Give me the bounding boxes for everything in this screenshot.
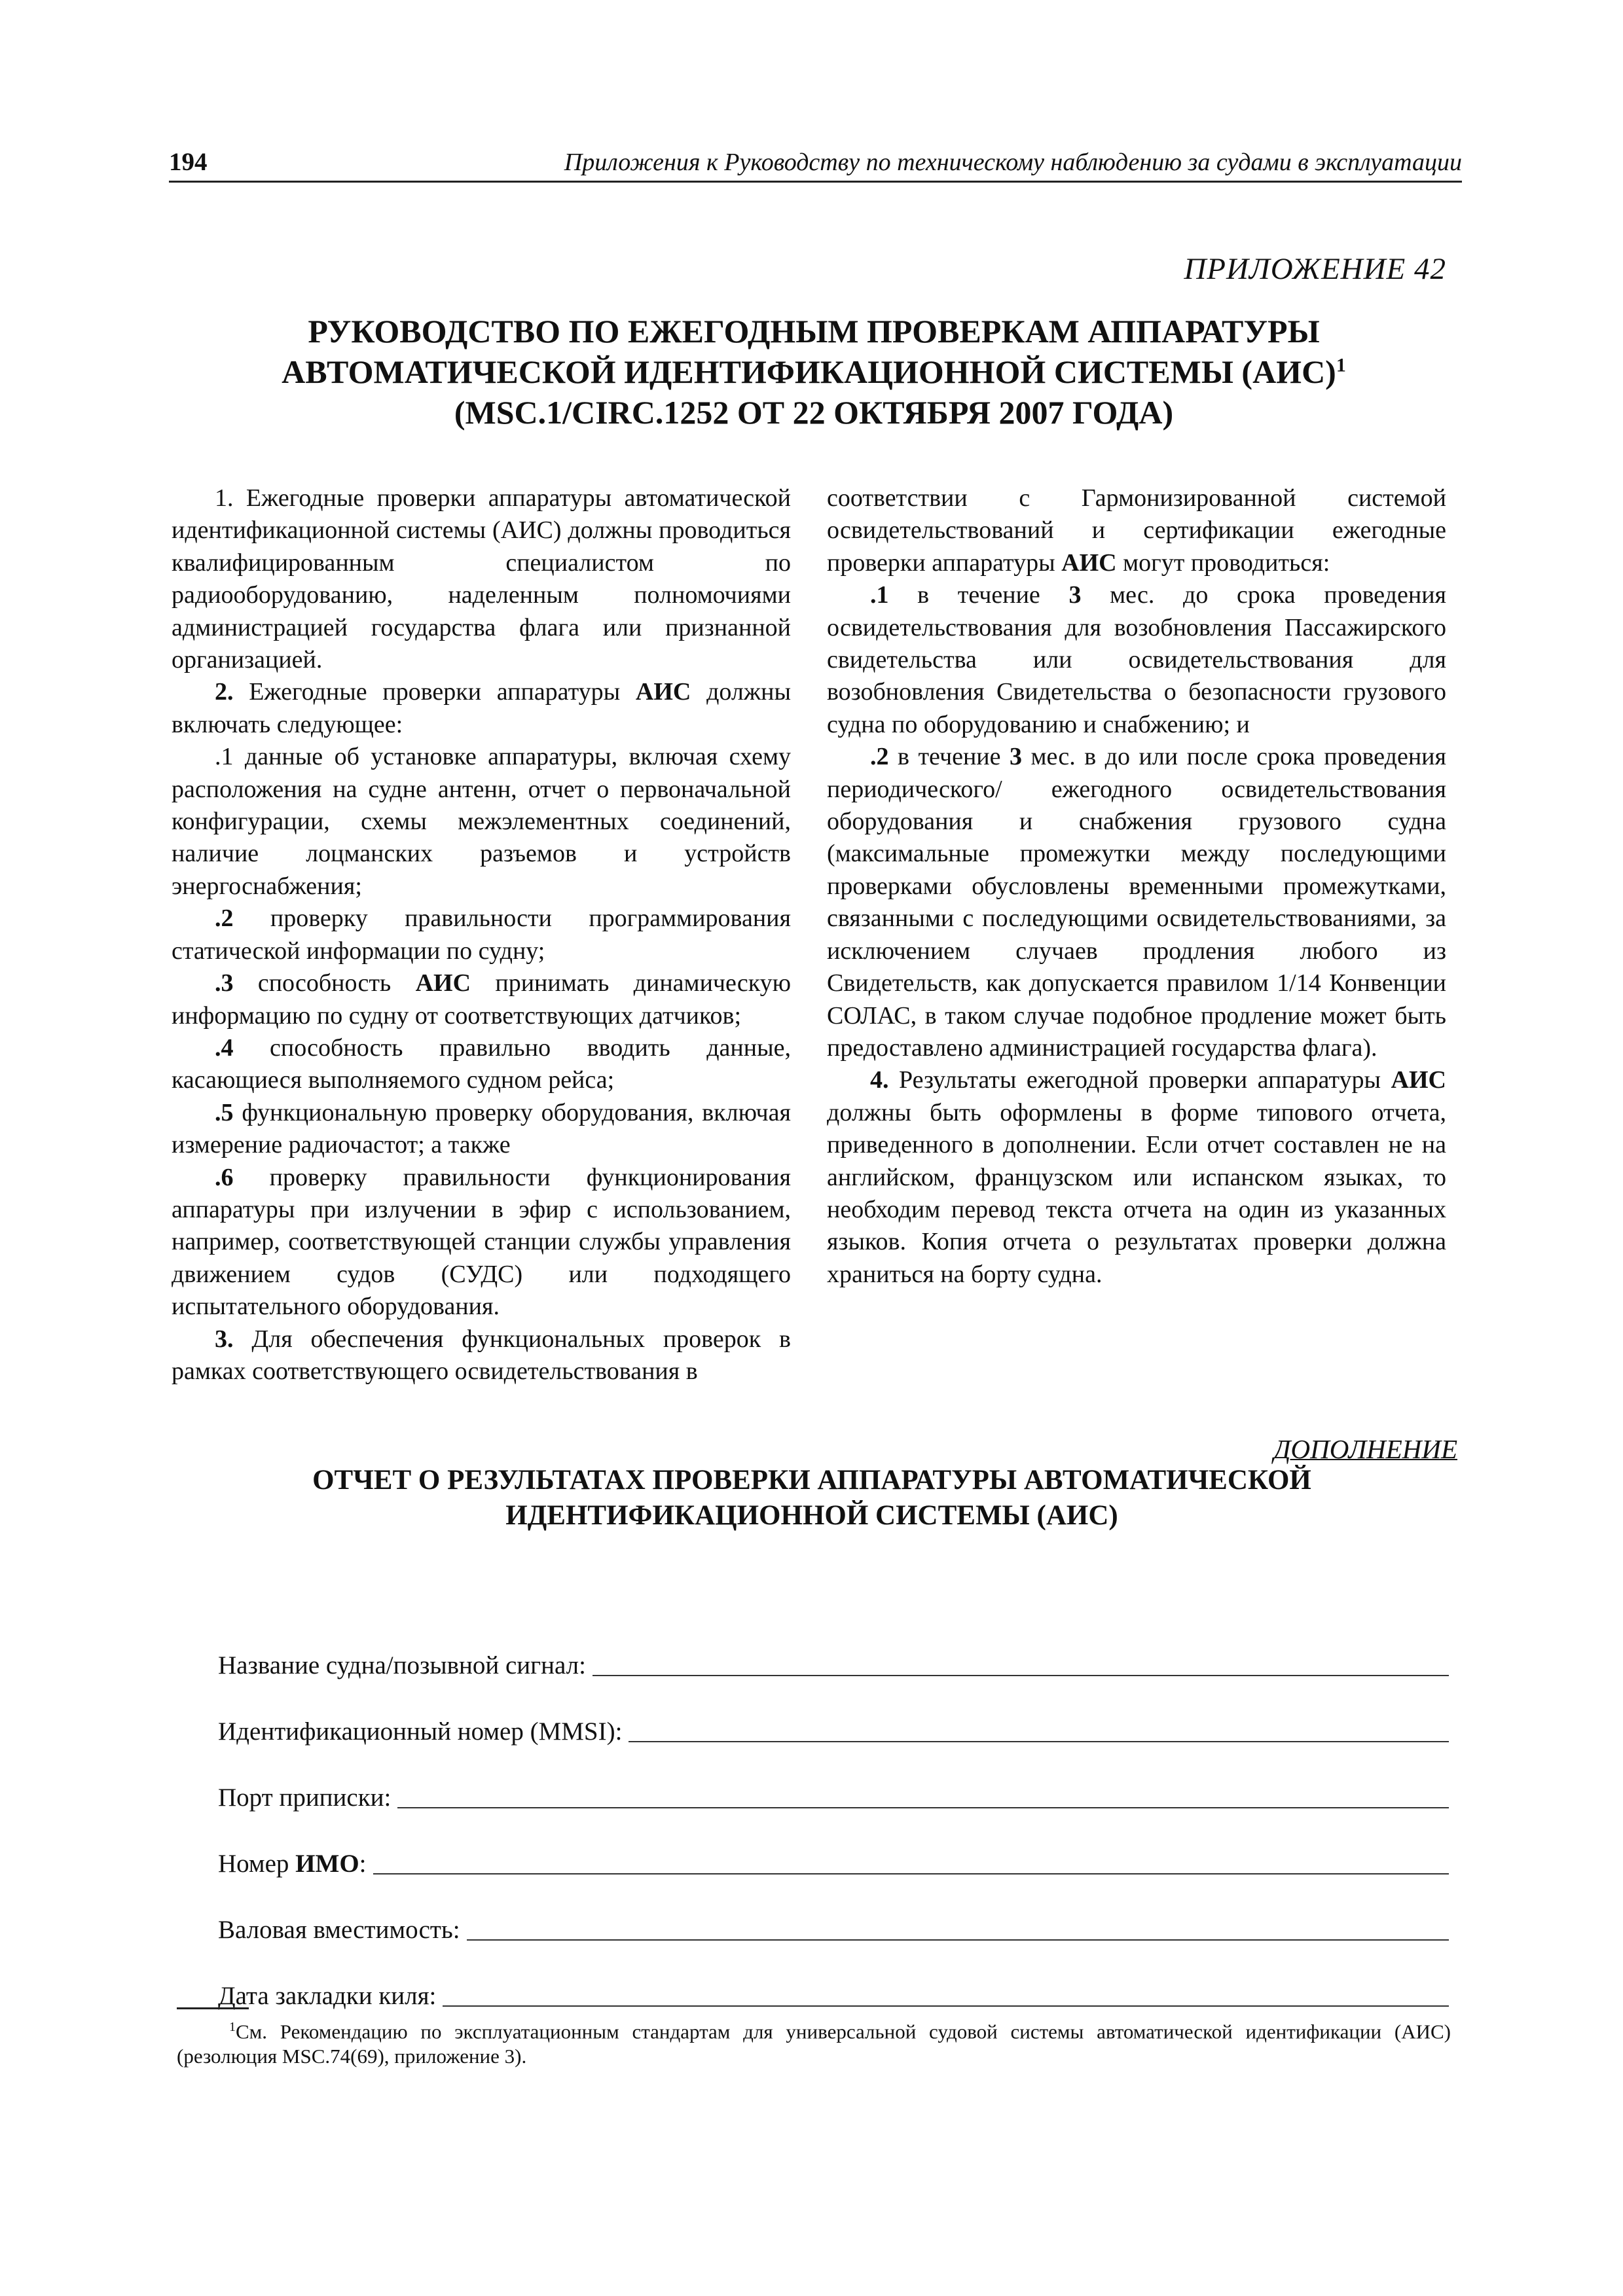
port-field[interactable] (397, 1806, 1449, 1808)
vessel-name-label: Название судна/позывной сигнал: (218, 1651, 586, 1679)
title-line-3: (MSC.1/CIRC.1252 ОТ 22 ОКТЯБРЯ 2007 ГОДА) (454, 394, 1174, 431)
body-column-right (827, 482, 1446, 1291)
tonnage-label: Валовая вместимость: (218, 1916, 460, 1944)
title-line-1: РУКОВОДСТВО ПО ЕЖЕГОДНЫМ ПРОВЕРКАМ АППАРАТУРЫ (308, 313, 1320, 350)
imo-field[interactable] (373, 1873, 1450, 1874)
list-item-5: .5 функциональную проверку оборудования, включая измерение радиочастот; а также (172, 1098, 791, 1159)
running-title: Приложения к Руководству по техническому наблюдению за судами в эксплуатации (564, 149, 1462, 176)
port-label: Порт приписки: (218, 1784, 392, 1812)
list-item-6: .6 проверку правильности функционирования аппаратуры при излучении в эфир с использованием, например, соответствующей станции службы управления движением судов (СУДС) или подходящего испытательного оборудования. (172, 1163, 791, 1321)
form-row-tonnage (218, 1881, 1449, 1947)
mmsi-label: Идентификационный номер (MMSI): (218, 1717, 623, 1746)
report-title-line-1: ОТЧЕТ О РЕЗУЛЬТАТАХ ПРОВЕРКИ АППАРАТУРЫ АВТОМАТИЧЕСКОЙ (312, 1465, 1311, 1496)
paragraph-1: 1. Ежегодные проверки аппаратуры автоматической идентификационной системы (АИС) должны проводиться квалифицированным специалистом по радиооборудованию, наделенным полномочиями администрацией государства флага или признанной организацией. (172, 484, 791, 674)
form-row-keel-date (218, 1947, 1449, 2013)
paragraph-4: 4. Результаты ежегодной проверки аппаратуры АИС должны быть оформлены в форме типового отчета, приведенного в дополнении. Если отчет составлен не на английском, французском или испанском языках, то необходим перевод текста отчета на один из указанных языков. Копия отчета о результатах проверки должна храниться на борту судна. (827, 1066, 1446, 1288)
list-item-2: .2 проверку правильности программирования статической информации по судну; (172, 905, 791, 965)
imo-label: Номер ИМО: (218, 1850, 367, 1878)
paragraph-3-start: 3. Для обеспечения функциональных проверок в рамках соответствующего освидетельствования в (172, 1325, 791, 1385)
body-column-left (172, 482, 791, 1388)
list-item-4: .4 способность правильно вводить данные, касающиеся выполняемого судном рейса; (172, 1033, 791, 1094)
running-header (169, 145, 1462, 183)
footnote (177, 2015, 1451, 2069)
report-form (218, 1617, 1449, 2013)
keel-date-field[interactable] (443, 2005, 1449, 2007)
page-number: 194 (169, 148, 208, 176)
mmsi-field[interactable] (629, 1740, 1449, 1742)
appendix-label: ПРИЛОЖЕНИЕ 42 (1184, 252, 1446, 286)
form-row-mmsi (218, 1683, 1449, 1749)
form-row-port (218, 1749, 1449, 1815)
form-row-imo (218, 1815, 1449, 1881)
footnote-rule (177, 2007, 249, 2009)
list-item-3: .3 способность АИС принимать динамическую информацию по судну от соответствующих датчиков; (172, 969, 792, 1030)
list-item-1: .1 данные об установке аппаратуры, включая схему расположения на судне антенн, отчет о первоначальной конфигурации, схемы межэлементных соединений, наличие лоцманских разъемов и устройств энергоснабжения; (172, 743, 791, 900)
form-row-vessel-name (218, 1617, 1449, 1683)
survey-item-1: .1 в течение 3 мес. до срока проведения освидетельствования для возобновления Пассажирского свидетельства или освидетельствования для возобновления Свидетельства о безопасности грузового судна по оборудованию и снабжению; и (827, 581, 1447, 738)
title-line-2: АВТОМАТИЧЕСКОЙ ИДЕНТИФИКАЦИОННОЙ СИСТЕМЫ (АИС)$^1$ (282, 353, 1346, 390)
document-title (177, 311, 1451, 433)
report-title (196, 1463, 1427, 1534)
paragraph-2: 2. Ежегодные проверки аппаратуры АИС должны включать следующее: (172, 678, 791, 738)
report-title-line-2: ИДЕНТИФИКАЦИОННОЙ СИСТЕМЫ (АИС) (505, 1500, 1118, 1531)
footnote-number: 1 (229, 2020, 236, 2034)
tonnage-field[interactable] (467, 1939, 1449, 1941)
vessel-name-field[interactable] (593, 1674, 1449, 1676)
footnote-text: См. Рекомендацию по эксплуатационным стандартам для универсальной судовой системы автоматической идентификации (АИС) (резолюция MSC.74(69), приложение 3). (177, 2020, 1451, 2068)
keel-date-label: Дата закладки киля: (218, 1982, 437, 2010)
supplement-label: ДОПОЛНЕНИЕ (1273, 1434, 1457, 1464)
paragraph-3-continued: соответствии с Гармонизированной системой освидетельствований и сертификации ежегодные проверки аппаратуры АИС могут проводиться: (827, 484, 1446, 577)
footnote-marker: 1 (1336, 354, 1346, 376)
survey-item-2: .2 в течение 3 мес. в до или после срока проведения периодического/ ежегодного освидетельствования оборудования и снабжения грузового судна (максимальные промежутки между последующими проверками обусловлены временными промежутками, связанными с последующими освидетельствованиями, за исключением случаев продления любого из Свидетельств, как допускается правилом 1/14 Конвенции СОЛАС, в таком случае подобное продление может быть предоставлено администрацией государства флага). (827, 743, 1446, 1062)
